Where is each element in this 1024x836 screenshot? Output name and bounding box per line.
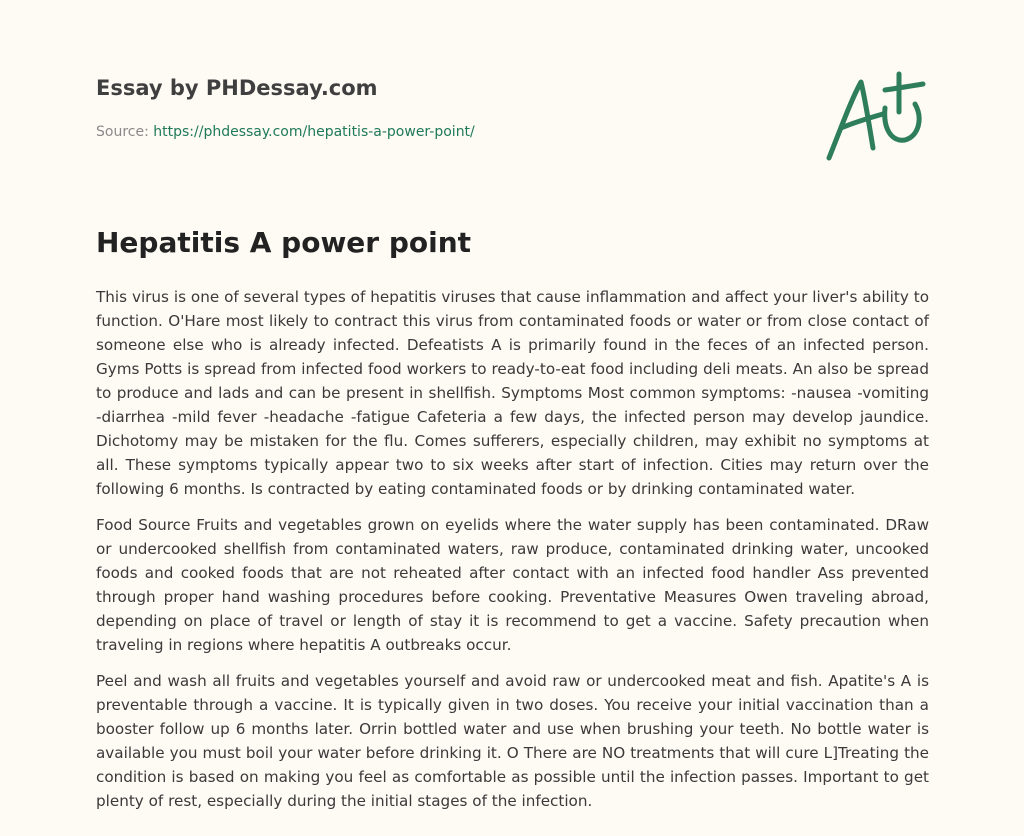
essay-title: Hepatitis A power point <box>96 226 472 259</box>
site-brand: Essay by PHDessay.com <box>96 76 378 100</box>
source-link[interactable]: https://phdessay.com/hepatitis-a-power-point/ <box>153 124 475 140</box>
a-plus-logo-icon <box>825 68 929 164</box>
essay-body <box>96 285 929 825</box>
source-label: Source: <box>96 124 154 140</box>
source-line <box>96 124 475 140</box>
essay-paragraph: This virus is one of several types of hepatitis viruses that cause inflammation and affect your liver's ability to function. O'Hare most likely to contract this virus from contaminated foods or water or from close contact of someone else who is already infected. Defeatists A is primarily found in the feces of an infected person. Gyms Potts is spread from infected food workers to ready-to-eat food including deli meats. An also be spread to produce and lads and can be present in shellfish. Symptoms Most common symptoms: -nausea -vomiting -diarrhea -mild fever -headache -fatigue Cafeteria a few days, the infected person may develop jaundice. Dichotomy may be mistaken for the flu. Comes sufferers, especially children, may exhibit no symptoms at all. These symptoms typically appear two to six weeks after start of infection. Cities may return over the following 6 months. Is contracted by eating contaminated foods or by drinking contaminated water. <box>96 288 929 498</box>
essay-paragraph: Food Source Fruits and vegetables grown on eyelids where the water supply has been contaminated. DRaw or undercooked shellfish from contaminated waters, raw produce, contaminated drinking water, uncooked foods and cooked foods that are not reheated after contact with an infected food handler Ass prevented through proper hand washing procedures before cooking. Preventative Measures Owen traveling abroad, depending on place of travel or length of stay it is recommend to get a vaccine. Safety precaution when traveling in regions where hepatitis A outbreaks occur. <box>96 516 929 654</box>
essay-paragraph: Peel and wash all fruits and vegetables yourself and avoid raw or undercooked meat and fish. Apatite's A is preventable through a vaccine. It is typically given in two doses. You receive your initial vaccination than a booster follow up 6 months later. Orrin bottled water and use when brushing your teeth. No bottle water is available you must boil your water before drinking it. O There are NO treatments that will cure L]Treating the condition is based on making you feel as comfortable as possible until the infection passes. Important to get plenty of rest, especially during the initial stages of the infection. <box>96 672 929 810</box>
